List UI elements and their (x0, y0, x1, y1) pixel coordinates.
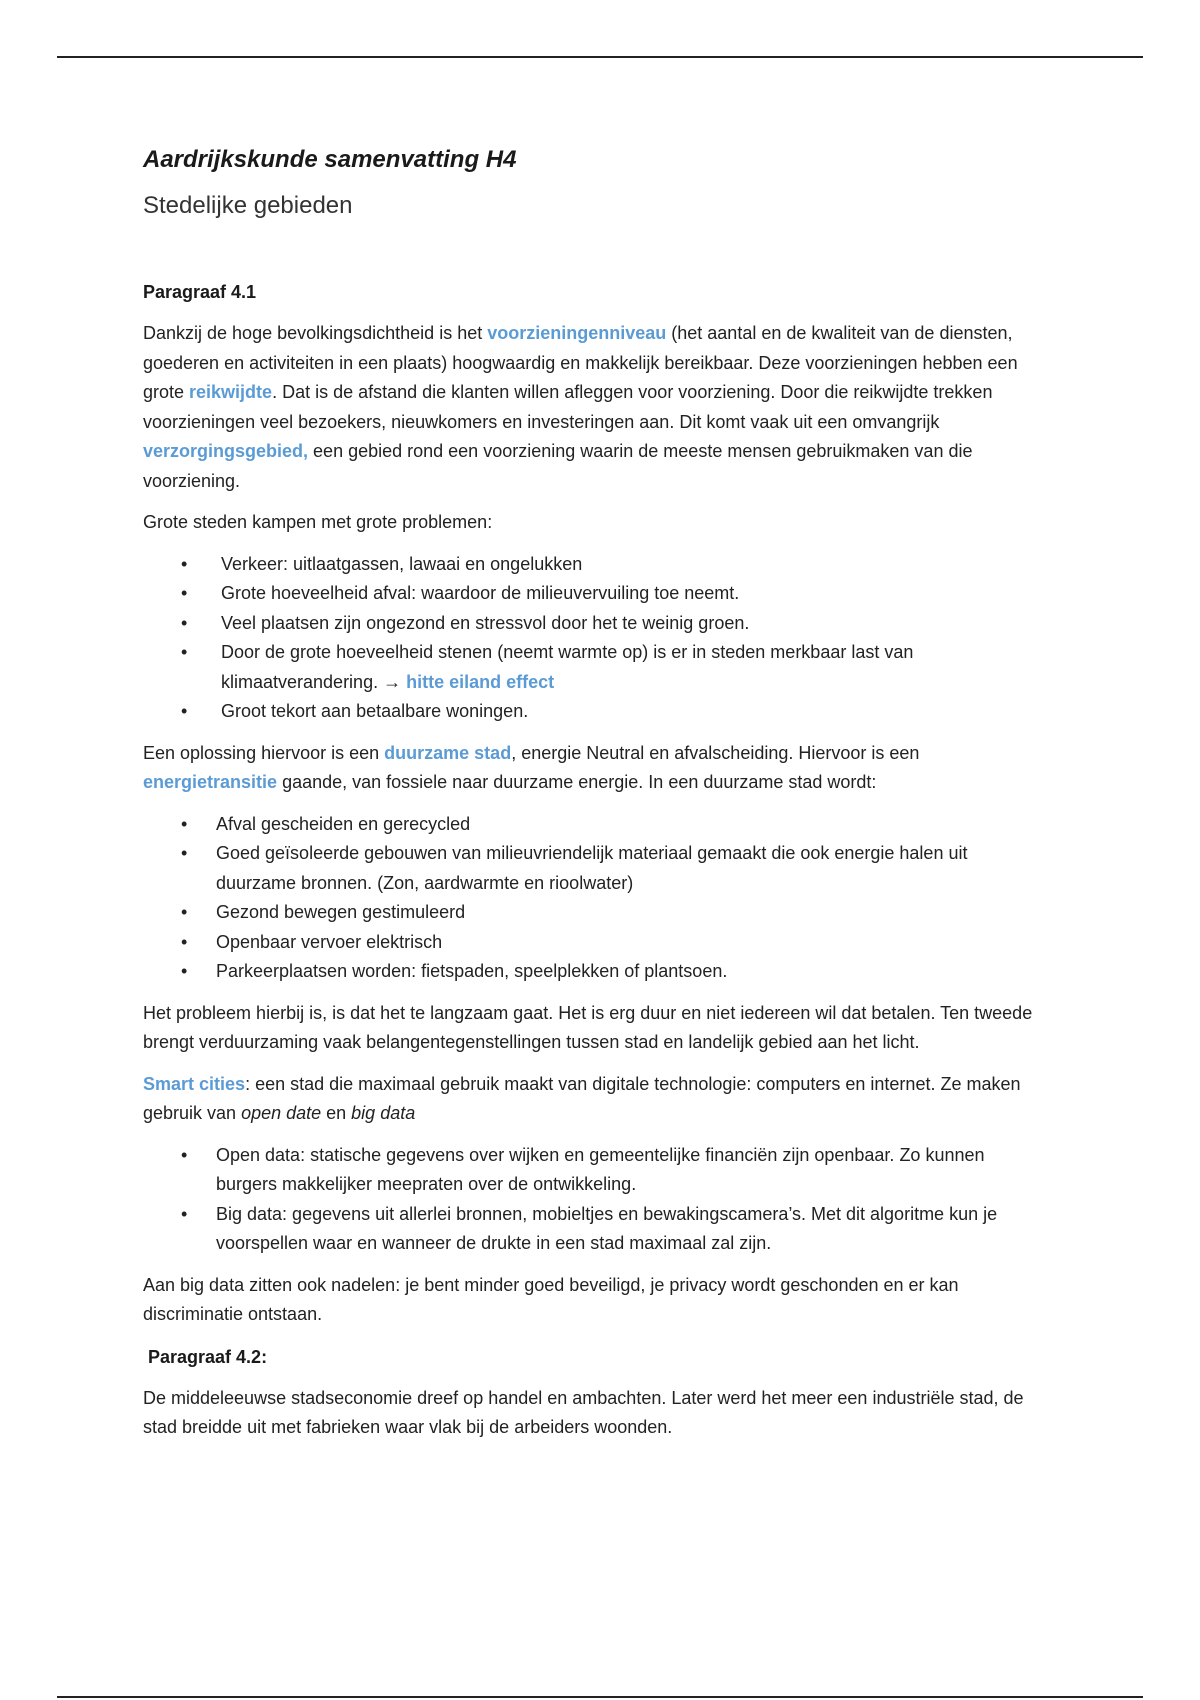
keyword-smart-cities: Smart cities (143, 1073, 246, 1094)
keyword-energietransitie: energietransitie (143, 772, 278, 792)
list-item: • Open data: statische gegevens over wijken en gemeentelijke financiën zijn openbaar. Zo kunnen burgers makkelijker meepraten over de ontwikkeling. (181, 1141, 1048, 1200)
list-item: • Afval gescheiden en gerecycled (181, 810, 1048, 840)
list-item: • Openbaar vervoer elektrisch (181, 928, 1048, 958)
section-heading-4-2: Paragraaf 4.2: (148, 1346, 268, 1367)
bullet: • (181, 553, 188, 574)
data-list (143, 1141, 1048, 1259)
keyword-verzorgingsgebied: verzorgingsgebied, (143, 441, 309, 461)
bullet: • (181, 1203, 188, 1224)
bullet: • (181, 583, 188, 603)
keyword-reikwijdte: reikwijdte (189, 382, 273, 402)
keyword-voorzieningenniveau: voorzieningenniveau (487, 323, 667, 343)
bullet: • (181, 931, 188, 952)
bullet: • (181, 961, 188, 981)
sustainable-list (143, 810, 1048, 987)
document-title: Aardrijkskunde samenvatting H4 (143, 146, 517, 173)
list-item: • Door de grote hoeveelheid stenen (neemt warmte op) is er in steden merkbaar last van klimaatverandering. → hitte eiland effect (181, 638, 1048, 697)
problems-list (143, 550, 1048, 727)
list-item: • Goed geïsoleerde gebouwen van milieuvriendelijk materiaal gemaakt die ook energie halen uit duurzame bronnen. (Zon, aardwarmte en rioolwater) (181, 839, 1048, 898)
bullet: • (181, 1144, 188, 1165)
list-item: • Veel plaatsen zijn ongezond en stressvol door het te weinig groen. (181, 609, 1048, 639)
intro-paragraph: Dankzij de hoge bevolkingsdichtheid is het voorzieningenniveau (het aantal en de kwaliteit van de diensten, goederen en activiteiten in een plaats) hoogwaardig en makkelijk bereikbaar. Deze voorzieningen hebben een grote reikwijdte. Dat is de afstand die klanten willen afleggen voor voorziening. Door die reikwijdte trekken voorzieningen veel bezoekers, nieuwkomers en investeringen aan. Dit komt vaak uit een omvangrijk verzorgingsgebied, een gebied rond een voorziening waarin de meeste mensen gebruikmaken van die voorziening. (143, 323, 1018, 491)
bottom-rule (57, 1696, 1143, 1698)
list-item: • Groot tekort aan betaalbare woningen. (181, 697, 1048, 727)
bullet: • (181, 813, 188, 834)
bullet: • (181, 843, 188, 863)
bullet: • (181, 902, 188, 922)
top-rule (57, 56, 1143, 58)
problem-paragraph: Het probleem hierbij is, is dat het te langzaam gaat. Het is erg duur en niet iedereen wil dat betalen. Ten tweede brengt verduurzaming vaak belangentegenstellingen tussen stad en landelijk gebied aan het licht. (143, 1002, 1033, 1052)
section-heading-4-1: Paragraaf 4.1 (143, 282, 257, 302)
keyword-hitte-eiland-effect: hitte eiland effect (406, 671, 555, 692)
document-subtitle: Stedelijke gebieden (143, 192, 353, 219)
smart-cities-paragraph: Smart cities: een stad die maximaal gebruik maakt van digitale technologie: computers en internet. Ze maken gebruik van open date en big data (143, 1073, 1021, 1123)
bullet: • (181, 612, 188, 633)
problems-intro: Grote steden kampen met grote problemen: (143, 512, 493, 532)
keyword-duurzame-stad: duurzame stad (384, 742, 512, 763)
bullet: • (181, 701, 188, 721)
list-item: • Big data: gegevens uit allerlei bronnen, mobieltjes en bewakingscamera’s. Met dit algoritme kun je voorspellen waar en wanneer de drukte in een stad maximaal zal zijn. (181, 1200, 1048, 1259)
big-data-paragraph: Aan big data zitten ook nadelen: je bent minder goed beveiligd, je privacy wordt geschonden en er kan discriminatie ontstaan. (143, 1274, 959, 1324)
list-item: • Parkeerplaatsen worden: fietspaden, speelplekken of plantsoen. (181, 957, 1048, 987)
section-4-2-paragraph: De middeleeuwse stadseconomie dreef op handel en ambachten. Later werd het meer een industriële stad, de stad breidde uit met fabrieken waar vlak bij de arbeiders woonden. (143, 1387, 1024, 1437)
solution-paragraph: Een oplossing hiervoor is een duurzame stad, energie Neutral en afvalscheiding. Hiervoor is een energietransitie gaande, van fossiele naar duurzame energie. In een duurzame stad wordt: (143, 742, 920, 792)
list-item: • Grote hoeveelheid afval: waardoor de milieuvervuiling toe neemt. (181, 579, 1048, 609)
document-body (143, 140, 1048, 1443)
list-item: • Verkeer: uitlaatgassen, lawaai en ongelukken (181, 550, 1048, 580)
bullet: • (181, 642, 188, 662)
list-item: • Gezond bewegen gestimuleerd (181, 898, 1048, 928)
